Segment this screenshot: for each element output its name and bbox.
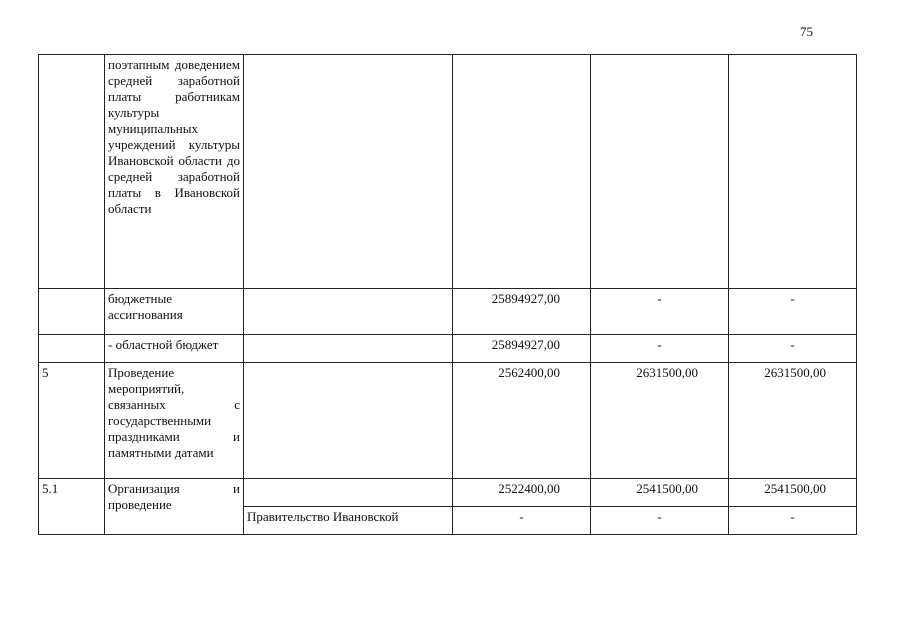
table-row — [39, 479, 857, 507]
row-value-year1: 2522400,00 — [453, 479, 591, 507]
row-value-year3 — [729, 55, 857, 289]
row-number: 5.1 — [39, 479, 105, 535]
row-number — [39, 55, 105, 289]
row-value-year2: - — [591, 335, 729, 363]
row-executor — [244, 363, 453, 479]
table-row — [39, 335, 857, 363]
row-executor: Правительство Ивановской — [244, 507, 453, 535]
row-executor — [244, 55, 453, 289]
row-value-year1: 25894927,00 — [453, 289, 591, 335]
row-value-year1: 2562400,00 — [453, 363, 591, 479]
table-row — [39, 363, 857, 479]
row-value-year3: - — [729, 289, 857, 335]
row-value-year2: - — [591, 289, 729, 335]
row-number — [39, 335, 105, 363]
row-number: 5 — [39, 363, 105, 479]
row-name-word: проведение — [108, 497, 172, 512]
row-value-year2: - — [591, 507, 729, 535]
table-row — [39, 289, 857, 335]
row-number — [39, 289, 105, 335]
row-executor — [244, 289, 453, 335]
page-number: 75 — [800, 24, 813, 39]
row-name: Проведение мероприятий, связанных с государственными праздниками и памятными датами — [105, 363, 244, 479]
row-name: поэтапным доведением средней заработной платы работникам культуры муниципальных учреждений культуры Ивановской области до средней заработной платы в Ивановской области — [105, 55, 244, 289]
row-value-year2: 2541500,00 — [591, 479, 729, 507]
row-name: - областной бюджет — [105, 335, 244, 363]
row-name-word: Организация — [108, 481, 180, 496]
program-table — [38, 54, 857, 535]
row-value-year3: - — [729, 507, 857, 535]
row-value-year3: - — [729, 335, 857, 363]
row-value-year1: - — [453, 507, 591, 535]
row-value-year2 — [591, 55, 729, 289]
row-value-year1: 25894927,00 — [453, 335, 591, 363]
row-value-year2: 2631500,00 — [591, 363, 729, 479]
table-row — [39, 55, 857, 289]
row-value-year3: 2631500,00 — [729, 363, 857, 479]
row-executor — [244, 335, 453, 363]
row-name-word: и — [233, 481, 240, 496]
row-value-year1 — [453, 55, 591, 289]
row-name — [105, 479, 244, 535]
row-executor — [244, 479, 453, 507]
row-value-year3: 2541500,00 — [729, 479, 857, 507]
row-name: бюджетные ассигнования — [105, 289, 244, 335]
